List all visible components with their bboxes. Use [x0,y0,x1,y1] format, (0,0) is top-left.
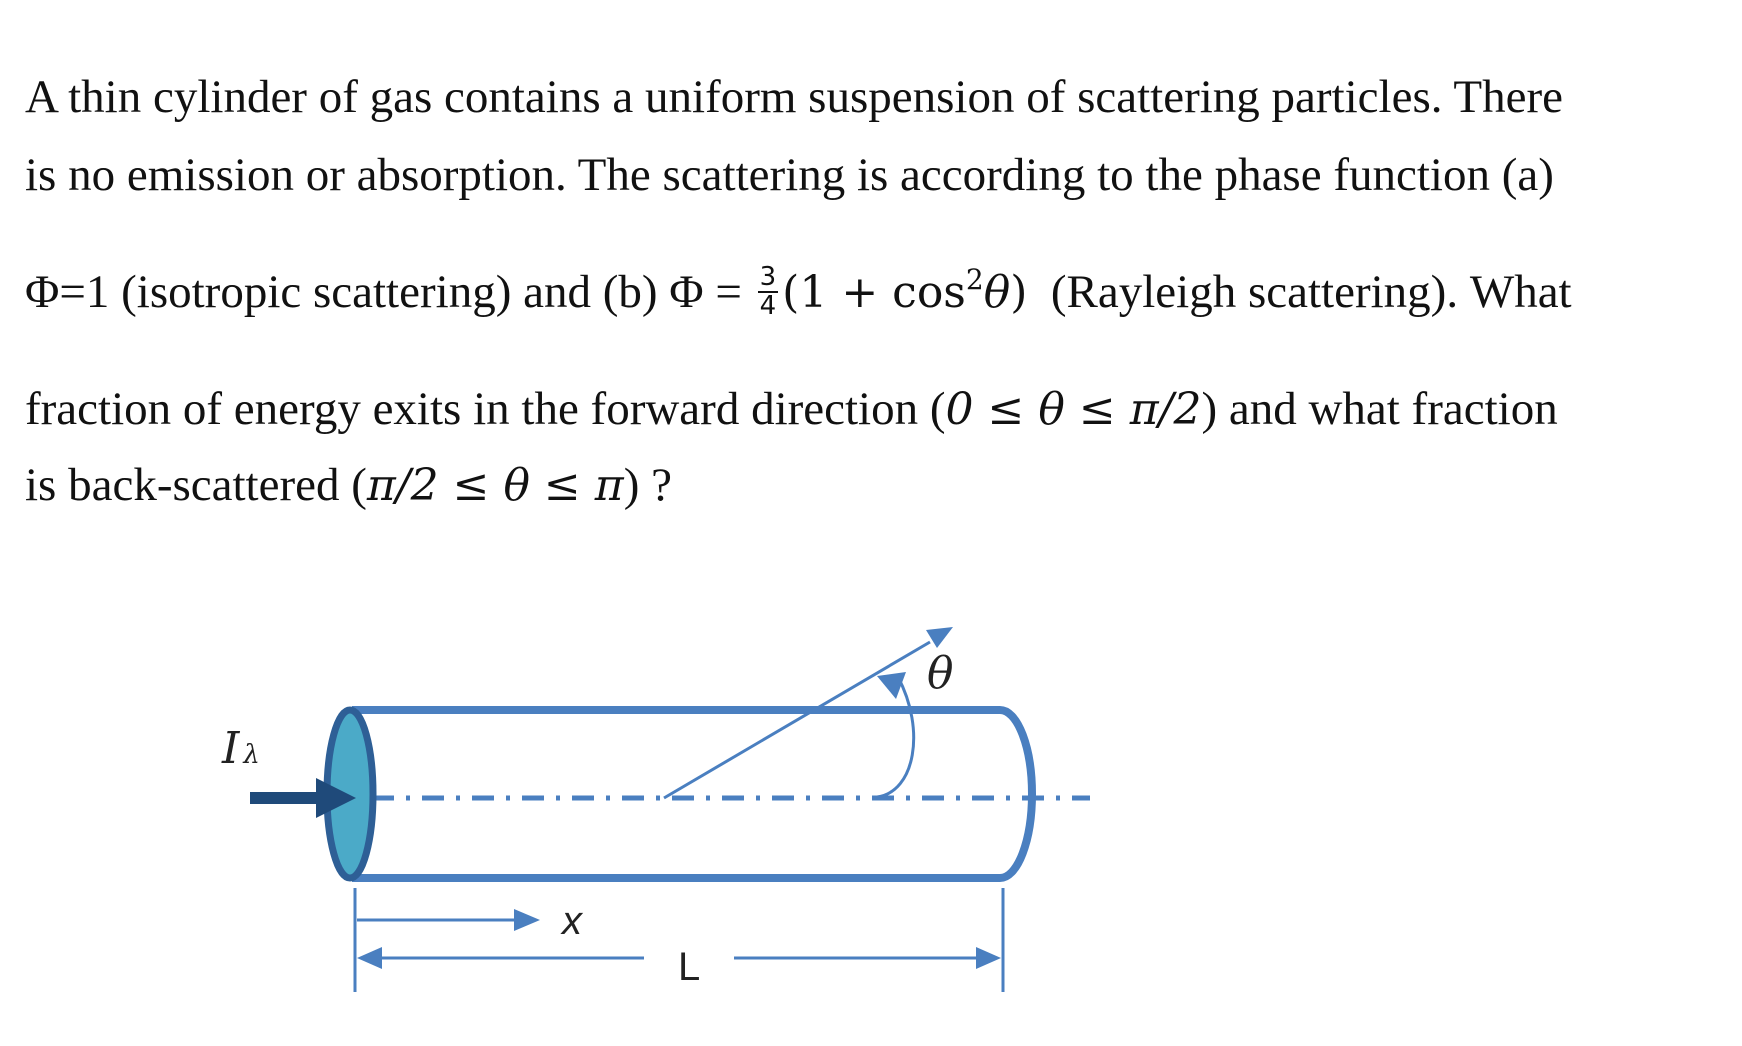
rayleigh-expression: $(1 + \cos^2\theta)$ [782,263,1028,319]
fraction-denominator: 4 [759,291,777,322]
problem-line-1: A thin cylinder of gas contains a uniform suspension of scattering particles. There [25,71,1563,123]
problem-line-4: fraction of energy exits in the forward direction (0 ≤ θ ≤ π/2) and what fraction [25,383,1558,435]
length-arrow-left-head [357,947,382,969]
fraction-three-quarters [758,264,779,321]
problem-line-5: is back-scattered (π/2 ≤ θ ≤ π) ? [25,459,672,511]
phase-function-text: Φ=1 (isotropic scattering) and (b) Φ = [25,266,742,319]
back-range: π/2 ≤ θ ≤ π [366,460,624,511]
scattered-ray [664,642,930,798]
rayleigh-text: (Rayleigh scattering). What [1050,266,1572,319]
cylinder-diagram [0,560,1742,1046]
length-arrow-right-head [976,947,1001,969]
angle-label: θ [927,648,954,699]
scattered-ray-arrowhead [926,627,953,648]
cylinder-right-end [1000,710,1032,878]
fraction-numerator: 3 [759,262,777,292]
problem-line-2: is no emission or absorption. The scattering is according to the phase function (a) [25,149,1554,201]
problem-line-3 [25,262,1572,325]
length-label: L [678,945,701,989]
position-arrow-head [514,909,540,931]
forward-range: 0 ≤ θ ≤ π/2 [945,384,1202,435]
intensity-label: Iλ [222,723,260,774]
position-label: x [562,899,582,943]
